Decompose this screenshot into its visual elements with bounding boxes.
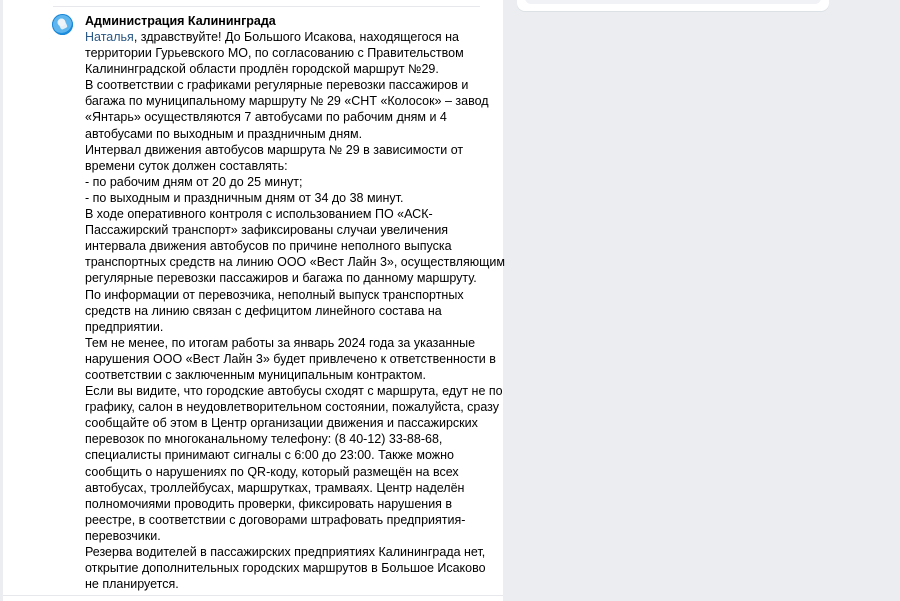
comment-line: реестре, в соответствии с договорами штрафовать предприятия- — [85, 512, 466, 527]
comment-line: В ходе оперативного контроля с использованием ПО «АСК- — [85, 207, 433, 222]
comment-line: открытие дополнительных городских маршрутов в Большое Исаково — [85, 561, 486, 576]
comment-line: автобусами по выходным и праздничным дням. — [85, 126, 363, 141]
panel-bottom-edge — [3, 595, 503, 601]
comment-line: Тем не менее, по итогам работы за январь 2024 года за указанные — [85, 335, 476, 350]
comment-line: Если вы видите, что городские автобусы сходят с маршрута, едут не по — [85, 384, 503, 399]
mention-link[interactable]: Наталья — [85, 30, 134, 44]
comment-line: - по рабочим дням от 20 до 25 минут; — [85, 174, 303, 189]
comment-line — [85, 29, 490, 45]
comment-line: По информации от перевозчика, неполный выпуск транспортных — [85, 287, 464, 302]
city-administration-logo-icon — [57, 18, 68, 30]
comment-line: нарушения ООО «Вест Лайн 3» будет привлечено к ответственности в — [85, 351, 496, 366]
comment-line: времени суток должен составлять: — [85, 158, 288, 173]
comment-line: интервала движения автобусов по причине неполного выпуска — [85, 239, 452, 254]
comment-line: Пассажирский транспорт» зафиксированы случаи увеличения — [85, 223, 449, 238]
comment-line: транспортных средств на линию ООО «Вест Лайн 3», осуществляющим — [85, 255, 505, 270]
comment-divider — [53, 6, 480, 7]
comment-line: сообщайте об этом в Центр организации движения и пассажирских — [85, 416, 478, 431]
comment-line: предприятии. — [85, 319, 164, 334]
comment-line: перевозок по многоканальному телефону: (8 40-12) 33-88-68, — [85, 432, 443, 447]
comment-line: Интервал движения автобусов маршрута № 29 в зависимости от — [85, 142, 464, 157]
comment-line: «Янтарь» осуществляются 7 автобусами по рабочим дням и 4 — [85, 110, 447, 125]
comment-line: перевозчики. — [85, 528, 161, 543]
comment-line: не планируется. — [85, 577, 179, 592]
comment-line: полномочиями проводить проверки, фиксировать нарушения в — [85, 496, 453, 511]
comment-line: средств на линию связан с дефицитом линейного состава на — [85, 303, 442, 318]
comment-body — [85, 13, 505, 592]
comment-line: графику, салон в неудовлетворительном состоянии, пожалуйста, сразу — [85, 400, 500, 415]
comment-line: соответствии с заключенным муниципальным контрактом. — [85, 367, 426, 382]
comment-line: территории Гурьевского МО, по согласованию с Правительством — [85, 46, 464, 61]
comment-line: Калининградской области продлён городской маршрут №29. — [85, 62, 439, 77]
comment-author[interactable]: Администрация Калининграда — [85, 14, 276, 28]
comment-line: специалисты принимают сигналы с 6:00 до 23:00. Также можно — [85, 448, 454, 463]
comment-text — [85, 29, 505, 592]
comment-line: регулярные перевозки пассажиров и багажа по данному маршруту. — [85, 271, 477, 286]
sidebar-card-footer — [525, 0, 821, 4]
comment-line: Резерва водителей в пассажирских предприятиях Калининграда нет, — [85, 545, 486, 559]
sidebar-card — [517, 0, 829, 11]
comment-line: сообщить о нарушениях по QR-коду, который размещён на всех — [85, 464, 459, 479]
comment-line: багажа по муниципальному маршруту № 29 «СНТ «Колосок» – завод — [85, 94, 489, 109]
comment-line-text: , здравствуйте! До Большого Исакова, находящегося на — [133, 30, 459, 44]
comment-line: В соответствии с графиками регулярные перевозки пассажиров и — [85, 78, 469, 93]
comment-line: автобусах, троллейбусах, маршрутках, трамваях. Центр наделён — [85, 480, 465, 495]
comment-line: - по выходным и праздничным дням от 34 до 38 минут. — [85, 190, 404, 205]
avatar[interactable] — [52, 14, 73, 35]
